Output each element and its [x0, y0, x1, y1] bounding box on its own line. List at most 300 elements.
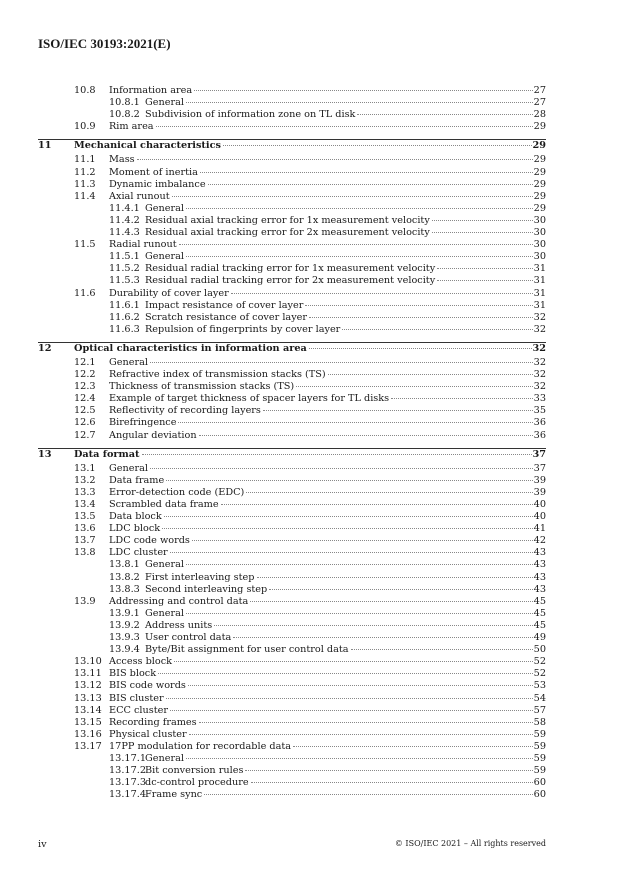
toc-entry-title: Radial runout: [109, 239, 177, 251]
toc-entry-page: 30: [533, 239, 546, 251]
toc-entry-page: 37: [532, 448, 546, 460]
toc-entry-title: Access block: [109, 656, 173, 668]
toc-entry-body: [109, 154, 546, 166]
toc-entry-number: 13.9.2: [109, 619, 140, 631]
toc-entry[interactable]: [38, 263, 546, 275]
toc-entry[interactable]: [38, 463, 546, 475]
toc-entry-number: 13.8.1: [109, 559, 140, 571]
toc-entry[interactable]: [38, 680, 546, 692]
toc-entry-title: General: [145, 752, 184, 764]
toc-entry[interactable]: [38, 499, 546, 511]
toc-entry-page: 53: [533, 680, 546, 692]
toc-entry-body: [109, 693, 546, 705]
toc-entry[interactable]: [38, 572, 546, 584]
toc-entry-title: Impact resistance of cover layer: [145, 299, 304, 311]
toc-entry[interactable]: [38, 300, 546, 312]
toc-entry-number: 10.9: [74, 121, 96, 133]
toc-entry-body: [109, 393, 546, 405]
toc-entry-body: [145, 608, 546, 620]
toc-entry[interactable]: [38, 705, 546, 717]
toc-entry-title: Durability of cover layer: [109, 287, 229, 299]
copyright-notice: © ISO/IEC 2021 – All rights reserved: [394, 839, 546, 848]
toc-entry[interactable]: [38, 203, 546, 215]
toc-entry[interactable]: [38, 644, 546, 656]
dot-leader: [137, 159, 533, 160]
toc-entry-body: [109, 475, 546, 487]
toc-entry[interactable]: [38, 777, 546, 789]
dot-leader: [257, 577, 533, 578]
dot-leader: [164, 516, 533, 517]
toc-entry-number: 12.3: [74, 381, 96, 393]
toc-entry[interactable]: [38, 417, 546, 429]
toc-entry-number: 10.8: [74, 85, 96, 96]
toc-entry-page: 29: [533, 202, 546, 214]
toc-entry-title: General: [109, 356, 148, 368]
toc-entry-number: 10.8.1: [109, 97, 140, 109]
toc-entry-title: First interleaving step: [145, 571, 255, 583]
toc-entry-title: Moment of inertia: [109, 166, 198, 178]
toc-entry-title: Mass: [109, 154, 135, 166]
dot-leader: [231, 293, 533, 294]
dot-leader: [150, 362, 533, 363]
toc-entry-body: [145, 215, 546, 227]
toc-entry-page: 43: [533, 571, 546, 583]
toc-entry-body: [145, 789, 546, 801]
dot-leader: [342, 329, 532, 330]
toc-entry-body: [145, 584, 546, 596]
toc-entry-title: Residual radial tracking error for 2x measurement velocity: [145, 275, 436, 287]
toc-entry[interactable]: [38, 523, 546, 535]
toc-entry-number: 13.14: [74, 704, 102, 716]
toc-entry-page: 40: [533, 511, 546, 523]
toc-entry-number: 13.10: [74, 656, 102, 668]
toc-entry-body: [145, 109, 546, 121]
dot-leader: [204, 794, 532, 795]
dot-leader: [150, 468, 533, 469]
toc-entry-page: 31: [533, 263, 546, 275]
toc-entry-number: 13: [38, 448, 52, 460]
dot-leader: [251, 782, 533, 783]
dot-leader: [214, 625, 532, 626]
toc-entry-title: ECC cluster: [109, 704, 168, 716]
toc-entry-title: LDC cluster: [109, 547, 168, 559]
dot-leader: [166, 698, 533, 699]
toc-entry-number: 13.1: [74, 462, 96, 474]
dot-leader: [200, 172, 533, 173]
toc-entry-page: 50: [533, 644, 546, 656]
toc-entry-body: [74, 449, 546, 461]
toc-entry-number: 11.5: [74, 239, 96, 251]
toc-chapter-entry[interactable]: [38, 342, 546, 357]
toc-entry-number: 11.6.3: [109, 323, 140, 335]
dot-leader: [186, 758, 533, 759]
toc-entry-page: 30: [533, 214, 546, 226]
toc-entry-page: 39: [533, 474, 546, 486]
dot-leader: [199, 435, 533, 436]
toc-entry-page: 33: [533, 393, 546, 405]
toc-entry[interactable]: [38, 324, 546, 336]
dot-leader: [391, 398, 533, 399]
toc-entry-page: 60: [533, 777, 546, 789]
toc-entry-title: Addressing and control data: [109, 595, 249, 607]
toc-entry-body: [109, 511, 546, 523]
toc-entry-number: 13.17.4: [109, 789, 146, 801]
toc-entry-body: [109, 463, 546, 475]
toc-entry-number: 11.6.2: [109, 311, 140, 323]
toc-entry-body: [145, 263, 546, 275]
toc-entry-body: [109, 741, 546, 753]
toc-entry-title: Subdivision of information zone on TL disk: [145, 109, 356, 121]
toc-entry[interactable]: [38, 547, 546, 559]
dot-leader: [186, 102, 533, 103]
toc-entry-number: 13.17.2: [109, 765, 146, 777]
toc-entry-body: [145, 312, 546, 324]
toc-entry-page: 52: [533, 656, 546, 668]
toc-entry-page: 28: [533, 109, 546, 121]
toc-entry-body: [145, 559, 546, 571]
dot-leader: [351, 649, 533, 650]
toc-entry[interactable]: [38, 275, 546, 287]
dot-leader: [186, 564, 533, 565]
toc-entry-title: Error-detection code (EDC): [109, 486, 245, 498]
toc-entry[interactable]: [38, 251, 546, 263]
toc-entry[interactable]: [38, 405, 546, 417]
toc-entry[interactable]: [38, 729, 546, 741]
toc-entry-page: 58: [533, 716, 546, 728]
toc-entry-number: 13.6: [74, 523, 96, 535]
toc-entry-page: 29: [533, 178, 546, 190]
toc-entry-body: [145, 572, 546, 584]
toc-entry-title: Data block: [109, 511, 162, 523]
toc-entry-page: 41: [533, 523, 546, 535]
dot-leader: [172, 196, 533, 197]
toc-entry[interactable]: [38, 632, 546, 644]
toc-entry-title: Second interleaving step: [145, 583, 268, 595]
toc-entry-page: 59: [533, 728, 546, 740]
dot-leader: [158, 673, 533, 674]
toc-entry-number: 11.2: [74, 166, 96, 178]
toc-entry[interactable]: [38, 109, 546, 121]
toc-entry-title: Repulsion of fingerprints by cover layer: [145, 323, 341, 335]
toc-entry-page: 32: [532, 342, 546, 354]
toc-entry-title: Information area: [109, 85, 193, 96]
toc-entry[interactable]: [38, 559, 546, 571]
dot-leader: [186, 613, 533, 614]
dot-leader: [269, 589, 532, 590]
dot-leader: [166, 480, 532, 481]
toc-entry-page: 43: [533, 583, 546, 595]
toc-entry-body: [109, 656, 546, 668]
toc-entry-title: 17PP modulation for recordable data: [109, 740, 292, 752]
dot-leader: [186, 208, 533, 209]
toc-entry-body: [145, 300, 546, 312]
dot-leader: [192, 540, 533, 541]
toc-entry-title: Byte/Bit assignment for user control data: [145, 644, 349, 656]
dot-leader: [189, 734, 533, 735]
toc-entry-page: 29: [532, 140, 546, 152]
dot-leader: [221, 504, 533, 505]
toc-entry[interactable]: [38, 369, 546, 381]
toc-entry-page: 29: [533, 166, 546, 178]
toc-entry-body: [145, 275, 546, 287]
toc-entry-number: 13.17.1: [109, 752, 146, 764]
dot-leader: [437, 268, 533, 269]
toc-entry-body: [145, 227, 546, 239]
toc-entry-title: General: [145, 251, 184, 263]
toc-entry-number: 13.17.3: [109, 777, 146, 789]
dot-leader: [178, 422, 532, 423]
toc-entry[interactable]: [38, 121, 546, 133]
dot-leader: [162, 528, 533, 529]
toc-entry-page: 27: [533, 97, 546, 109]
toc-entry-body: [109, 705, 546, 717]
dot-leader: [174, 661, 533, 662]
toc-entry[interactable]: [38, 97, 546, 109]
toc-entry[interactable]: [38, 765, 546, 777]
toc-entry-number: 12.6: [74, 417, 96, 429]
toc-entry[interactable]: [38, 312, 546, 324]
toc-entry-body: [109, 357, 546, 369]
toc-entry-page: 27: [533, 85, 546, 96]
toc-entry[interactable]: [38, 693, 546, 705]
toc-entry-title: General: [145, 202, 184, 214]
toc-entry-title: Data format: [74, 448, 140, 460]
toc-entry-number: 13.9: [74, 595, 96, 607]
dot-leader: [246, 492, 532, 493]
toc-entry-title: Dynamic imbalance: [109, 178, 206, 190]
toc-entry[interactable]: [38, 535, 546, 547]
toc-entry-body: [109, 596, 546, 608]
toc-entry-number: 13.2: [74, 474, 96, 486]
dot-leader: [263, 410, 533, 411]
toc-entry-number: 13.8.2: [109, 571, 140, 583]
toc-entry-number: 11.1: [74, 154, 96, 166]
dot-leader: [223, 145, 532, 146]
toc-entry-page: 35: [533, 405, 546, 417]
toc-entry-body: [145, 97, 546, 109]
toc-entry-title: General: [145, 97, 184, 109]
toc-entry-number: 13.3: [74, 486, 96, 498]
toc-entry-body: [109, 680, 546, 692]
toc-entry[interactable]: [38, 288, 546, 300]
toc-entry-page: 32: [533, 311, 546, 323]
toc-entry-number: 13.8: [74, 547, 96, 559]
toc-entry-title: Residual axial tracking error for 1x measurement velocity: [145, 214, 430, 226]
document-header: ISO/IEC 30193:2021(E): [38, 36, 171, 51]
toc-entry-title: Reflectivity of recording layers: [109, 405, 261, 417]
toc-entry-body: [74, 343, 546, 355]
dot-leader: [296, 386, 532, 387]
dot-leader: [208, 184, 533, 185]
toc-entry-title: Physical cluster: [109, 728, 187, 740]
toc-entry-page: 45: [533, 619, 546, 631]
toc-entry[interactable]: [38, 85, 546, 97]
toc-entry-number: 11: [38, 140, 52, 152]
toc-entry-body: [109, 547, 546, 559]
toc-entry[interactable]: [38, 596, 546, 608]
toc-entry-page: 39: [533, 486, 546, 498]
toc-entry-title: Frame sync: [145, 789, 203, 801]
toc-entry-body: [145, 324, 546, 336]
dot-leader: [293, 746, 533, 747]
toc-entry-title: Address units: [145, 619, 213, 631]
toc-entry-body: [109, 487, 546, 499]
toc-entry-body: [109, 499, 546, 511]
dot-leader: [179, 244, 533, 245]
toc-entry-title: Residual axial tracking error for 2x measurement velocity: [145, 227, 430, 239]
toc-entry[interactable]: [38, 167, 546, 179]
toc-entry-page: 32: [533, 381, 546, 393]
toc-entry-page: 31: [533, 275, 546, 287]
toc-entry-body: [109, 179, 546, 191]
toc-entry-title: LDC block: [109, 523, 161, 535]
toc-entry-body: [145, 644, 546, 656]
toc-entry-title: LDC code words: [109, 535, 190, 547]
toc-entry[interactable]: [38, 789, 546, 801]
toc-entry[interactable]: [38, 179, 546, 191]
toc-entry-body: [145, 753, 546, 765]
toc-entry-number: 13.13: [74, 692, 102, 704]
toc-entry[interactable]: [38, 393, 546, 405]
toc-entry-page: 49: [533, 632, 546, 644]
toc-entry-page: 32: [533, 323, 546, 335]
toc-entry-title: BIS cluster: [109, 692, 164, 704]
toc-entry-page: 29: [533, 154, 546, 166]
toc-entry-body: [145, 251, 546, 263]
toc-entry-title: General: [109, 462, 148, 474]
toc-entry-page: 37: [533, 462, 546, 474]
dot-leader: [156, 126, 533, 127]
toc-entry-number: 10.8.2: [109, 109, 140, 121]
toc-entry-page: 59: [533, 765, 546, 777]
toc-chapter-entry[interactable]: [38, 448, 546, 463]
toc-entry-number: 11.4: [74, 190, 96, 202]
toc-entry-body: [109, 167, 546, 179]
toc-entry-title: Scratch resistance of cover layer: [145, 311, 308, 323]
toc-entry-title: Example of target thickness of spacer layers for TL disks: [109, 393, 390, 405]
toc-entry-page: 36: [533, 429, 546, 441]
toc-entry-page: 31: [533, 287, 546, 299]
toc-entry[interactable]: [38, 475, 546, 487]
toc-entry-body: [109, 369, 546, 381]
dot-leader: [357, 114, 532, 115]
dot-leader: [437, 280, 533, 281]
toc-entry[interactable]: [38, 191, 546, 203]
toc-entry-page: 43: [533, 559, 546, 571]
page-number: iv: [38, 839, 47, 850]
toc-entry-title: General: [145, 607, 184, 619]
toc-entry[interactable]: [38, 381, 546, 393]
toc-entry-title: Thickness of transmission stacks (TS): [109, 381, 295, 393]
toc-entry-title: Optical characteristics in information area: [74, 342, 307, 354]
toc-entry-body: [109, 121, 546, 133]
toc-entry-number: 13.12: [74, 680, 102, 692]
toc-entry-page: 30: [533, 251, 546, 263]
toc-entry-title: Birefringence: [109, 417, 177, 429]
toc-entry-title: Scrambled data frame: [109, 499, 219, 510]
toc-entry[interactable]: [38, 357, 546, 369]
toc-entry[interactable]: [38, 430, 546, 442]
toc-entry-title: User control data: [145, 632, 232, 644]
toc-entry-title: BIS block: [109, 668, 157, 680]
toc-entry-number: 11.5.3: [109, 275, 140, 287]
toc-entry-page: 45: [533, 607, 546, 619]
toc-entry-page: 32: [533, 369, 546, 381]
toc-entry[interactable]: [38, 154, 546, 166]
toc-entry-title: Bit conversion rules: [145, 765, 244, 777]
toc-entry-body: [109, 668, 546, 680]
toc-entry-page: 45: [533, 595, 546, 607]
toc-entry-number: 12.2: [74, 369, 96, 381]
toc-entry[interactable]: [38, 620, 546, 632]
toc-entry-number: 12.5: [74, 405, 96, 417]
dot-leader: [188, 685, 533, 686]
toc-entry-page: 42: [533, 535, 546, 547]
toc-entry-body: [109, 191, 546, 203]
toc-entry[interactable]: [38, 656, 546, 668]
toc-entry-page: 59: [533, 740, 546, 752]
dot-leader: [250, 601, 532, 602]
toc-entry-body: [145, 632, 546, 644]
toc-entry[interactable]: [38, 584, 546, 596]
toc-entry[interactable]: [38, 215, 546, 227]
toc-entry-title: Refractive index of transmission stacks (TS): [109, 369, 326, 381]
dot-leader: [309, 348, 532, 349]
toc-entry-title: Angular deviation: [109, 429, 197, 441]
dot-leader: [432, 232, 533, 233]
toc-entry-body: [109, 430, 546, 442]
toc-entry-number: 13.11: [74, 668, 102, 680]
toc-entry-page: 36: [533, 417, 546, 429]
dot-leader: [186, 256, 533, 257]
dot-leader: [194, 90, 533, 91]
toc-entry[interactable]: [38, 239, 546, 251]
dot-leader: [233, 637, 532, 638]
toc-entry[interactable]: [38, 608, 546, 620]
toc-entry-number: 11.3: [74, 178, 96, 190]
toc-entry-body: [145, 765, 546, 777]
toc-entry-number: 11.5.1: [109, 251, 140, 263]
dot-leader: [432, 220, 533, 221]
toc-entry-number: 13.4: [74, 499, 96, 510]
toc-entry-number: 13.9.1: [109, 607, 140, 619]
toc-entry[interactable]: [38, 227, 546, 239]
toc-entry-body: [109, 405, 546, 417]
dot-leader: [245, 770, 532, 771]
toc-entry-title: BIS code words: [109, 680, 186, 692]
toc-entry-title: Rim area: [109, 121, 154, 133]
toc-entry-page: 57: [533, 704, 546, 716]
toc-entry-title: dc-control procedure: [145, 777, 249, 789]
toc-entry-page: 32: [533, 356, 546, 368]
toc-entry-body: [109, 729, 546, 741]
toc-chapter-entry[interactable]: [38, 139, 546, 154]
toc-entry-page: 29: [533, 121, 546, 133]
toc-entry-title: Residual radial tracking error for 1x measurement velocity: [145, 263, 436, 275]
toc-entry-number: 13.16: [74, 728, 102, 740]
toc-entry[interactable]: [38, 511, 546, 523]
toc-entry[interactable]: [38, 753, 546, 765]
dot-leader: [199, 722, 533, 723]
toc-entry-number: 12.4: [74, 393, 96, 405]
toc-entry-body: [109, 535, 546, 547]
toc-entry[interactable]: [38, 668, 546, 680]
toc-entry[interactable]: [38, 741, 546, 753]
toc-entry-body: [109, 85, 546, 97]
toc-entry-number: 13.9.4: [109, 644, 140, 656]
toc-entry[interactable]: [38, 487, 546, 499]
toc-entry[interactable]: [38, 717, 546, 729]
